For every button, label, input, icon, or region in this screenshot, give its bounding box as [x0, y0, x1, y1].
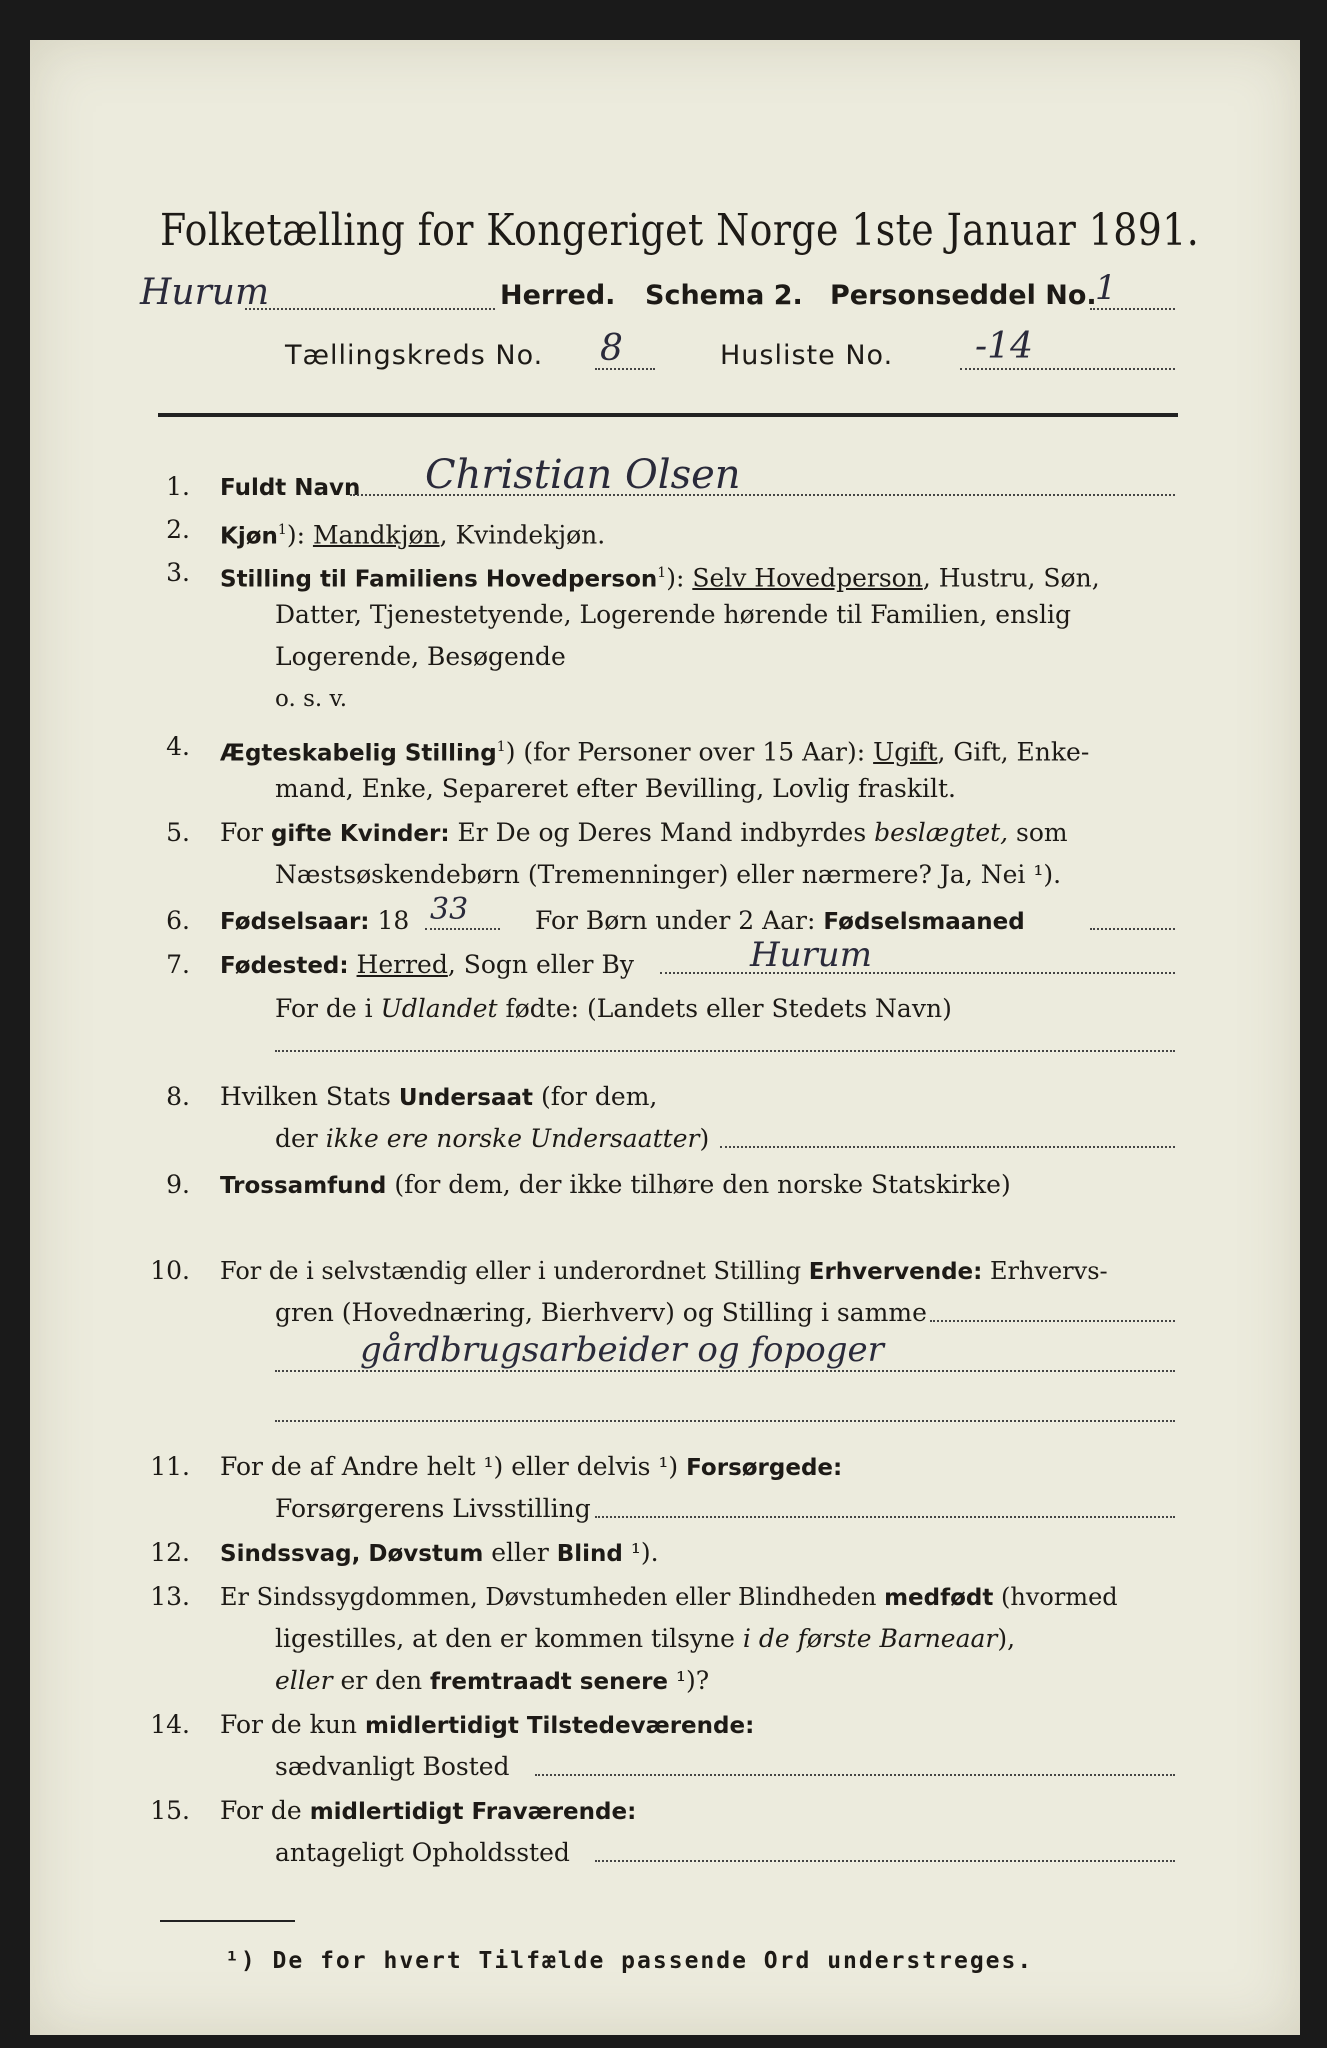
married-women-row: For gifte Kvinder: Er De og Deres Mand indbyrdes beslægtet, som [220, 818, 1068, 847]
temporary-absent-row: For de midlertidigt Fraværende: [220, 1796, 637, 1825]
birthplace-herred-underlined: Herred [356, 950, 448, 979]
full-name-dots [350, 494, 1175, 496]
birthplace-dots [660, 972, 1175, 974]
usual-residence-dots [535, 1774, 1175, 1776]
herred-dots [245, 308, 495, 310]
occupation-line2: gren (Hovednæring, Bierhverv) og Stilling i samme [275, 1298, 927, 1327]
occupation-dots-1 [930, 1320, 1175, 1322]
citizenship-line2: der ikke ere norske Undersaatter) [275, 1124, 710, 1153]
field-number: 9. [166, 1170, 190, 1199]
census-form-sheet [30, 40, 1300, 2035]
disability-row: Sindssvag, Døvstum eller Blind ¹). [220, 1538, 659, 1567]
full-name-label: Fuldt Navn [220, 475, 361, 501]
married-women-line2: Næstsøskendebørn (Tremenninger) eller nærmere? Ja, Nei ¹). [275, 860, 1062, 889]
form-title: Folketælling for Kongeriget Norge 1ste Januar 1891. [160, 205, 1200, 256]
husliste-handwritten: -14 [975, 326, 1033, 367]
abroad-row: For de i Udlandet fødte: (Landets eller Stedets Navn) [275, 994, 952, 1023]
usual-residence-line: sædvanligt Bosted [275, 1752, 510, 1781]
position-row: Stilling til Familiens Hovedperson$^1$): Selv Hovedperson, Hustru, Søn, [220, 563, 1100, 593]
supporter-line: Forsørgerens Livsstilling [275, 1494, 591, 1523]
position-head-underlined: Selv Hovedperson [692, 563, 923, 593]
header-rule [158, 413, 1178, 417]
marital-line2: mand, Enke, Separeret efter Bevilling, Lovlig fraskilt. [275, 774, 956, 803]
marital-row: Ægteskabelig Stilling$^1$) (for Personer over 15 Aar): Ugift, Gift, Enke- [220, 737, 1090, 767]
occupation-row: For de i selvstændig eller i underordnet Stilling Erhvervende: Erhvervs- [220, 1257, 1108, 1285]
marital-unmarried-underlined: Ugift [873, 737, 938, 767]
birth-year-handwritten: 33 [430, 892, 469, 927]
congenital-line3: eller er den fremtraadt senere ¹)? [275, 1666, 710, 1695]
field-number: 5. [166, 818, 190, 847]
field-number: 13. [150, 1582, 190, 1611]
presumed-residence-dots [595, 1860, 1175, 1862]
field-number: 11. [150, 1452, 190, 1481]
field-number: 8. [166, 1082, 190, 1111]
position-line4: o. s. v. [275, 686, 348, 712]
field-number: 12. [150, 1538, 190, 1567]
presumed-residence-line: antageligt Opholdssted [275, 1838, 570, 1867]
supporter-dots [595, 1516, 1175, 1518]
husliste-dots [960, 368, 1175, 370]
position-line3: Logerende, Besøgende [275, 642, 566, 671]
sex-male-underlined: Mandkjøn [312, 520, 440, 550]
occupation-handwritten: gårdbrugsarbeider og fopoger [360, 1330, 884, 1370]
field-number: 10. [150, 1256, 190, 1285]
field-number: 1. [166, 472, 190, 501]
herred-handwritten: Hurum [140, 272, 270, 313]
congenital-row: Er Sindssygdommen, Døvstumheden eller Blindheden medfødt (hvormed [220, 1583, 1118, 1611]
temporary-present-row: For de kun midlertidigt Tilstedeværende: [220, 1710, 755, 1739]
kreds-handwritten: 8 [600, 328, 623, 369]
personseddel-label: Personseddel No. [830, 280, 1097, 311]
field-number: 15. [150, 1796, 190, 1825]
sex-row: Kjøn$^1$): Mandkjøn, Kvindekjøn. [220, 520, 606, 550]
position-line2: Datter, Tjenestetyende, Logerende hørende til Familien, enslig [275, 600, 1072, 629]
schema-label: Schema 2. [645, 280, 803, 311]
citizenship-row: Hvilken Stats Undersaat (for dem, [220, 1082, 658, 1111]
congenital-line2: ligestilles, at den er kommen tilsyne i de første Barneaar), [275, 1624, 1016, 1653]
footnote-rule [160, 1920, 295, 1922]
footnote: ¹) De for hvert Tilfælde passende Ord understreges. [225, 1948, 1034, 1974]
birth-month-row: For Børn under 2 Aar: Fødselsmaaned [535, 906, 1025, 935]
field-number: 14. [150, 1710, 190, 1739]
abroad-dots [275, 1050, 1175, 1052]
field-number: 6. [166, 906, 190, 935]
supported-row: For de af Andre helt ¹) eller delvis ¹) Forsørgede: [220, 1452, 843, 1481]
full-name-handwritten: Christian Olsen [425, 452, 741, 498]
occupation-dots-3 [275, 1420, 1175, 1422]
citizenship-dots [720, 1146, 1175, 1148]
personseddel-handwritten: 1 [1095, 268, 1117, 308]
field-number: 4. [166, 732, 190, 761]
field-number: 3. [166, 558, 190, 587]
field-number: 2. [166, 515, 190, 544]
birth-year-dots [425, 928, 500, 930]
birth-year-row: Fødselsaar: 18 [220, 906, 410, 935]
birth-month-dots [1090, 928, 1175, 930]
kreds-label: Tællingskreds No. [285, 340, 544, 371]
field-number: 7. [166, 950, 190, 979]
birthplace-handwritten: Hurum [750, 935, 872, 975]
husliste-label: Husliste No. [720, 340, 894, 371]
birthplace-row: Fødested: Herred, Sogn eller By [220, 950, 634, 979]
kreds-dots [595, 368, 655, 370]
herred-label: Herred. [500, 280, 616, 311]
occupation-dots-2 [275, 1370, 1175, 1372]
personseddel-dots [1090, 308, 1175, 310]
religion-row: Trossamfund (for dem, der ikke tilhøre den norske Statskirke) [220, 1170, 1011, 1199]
